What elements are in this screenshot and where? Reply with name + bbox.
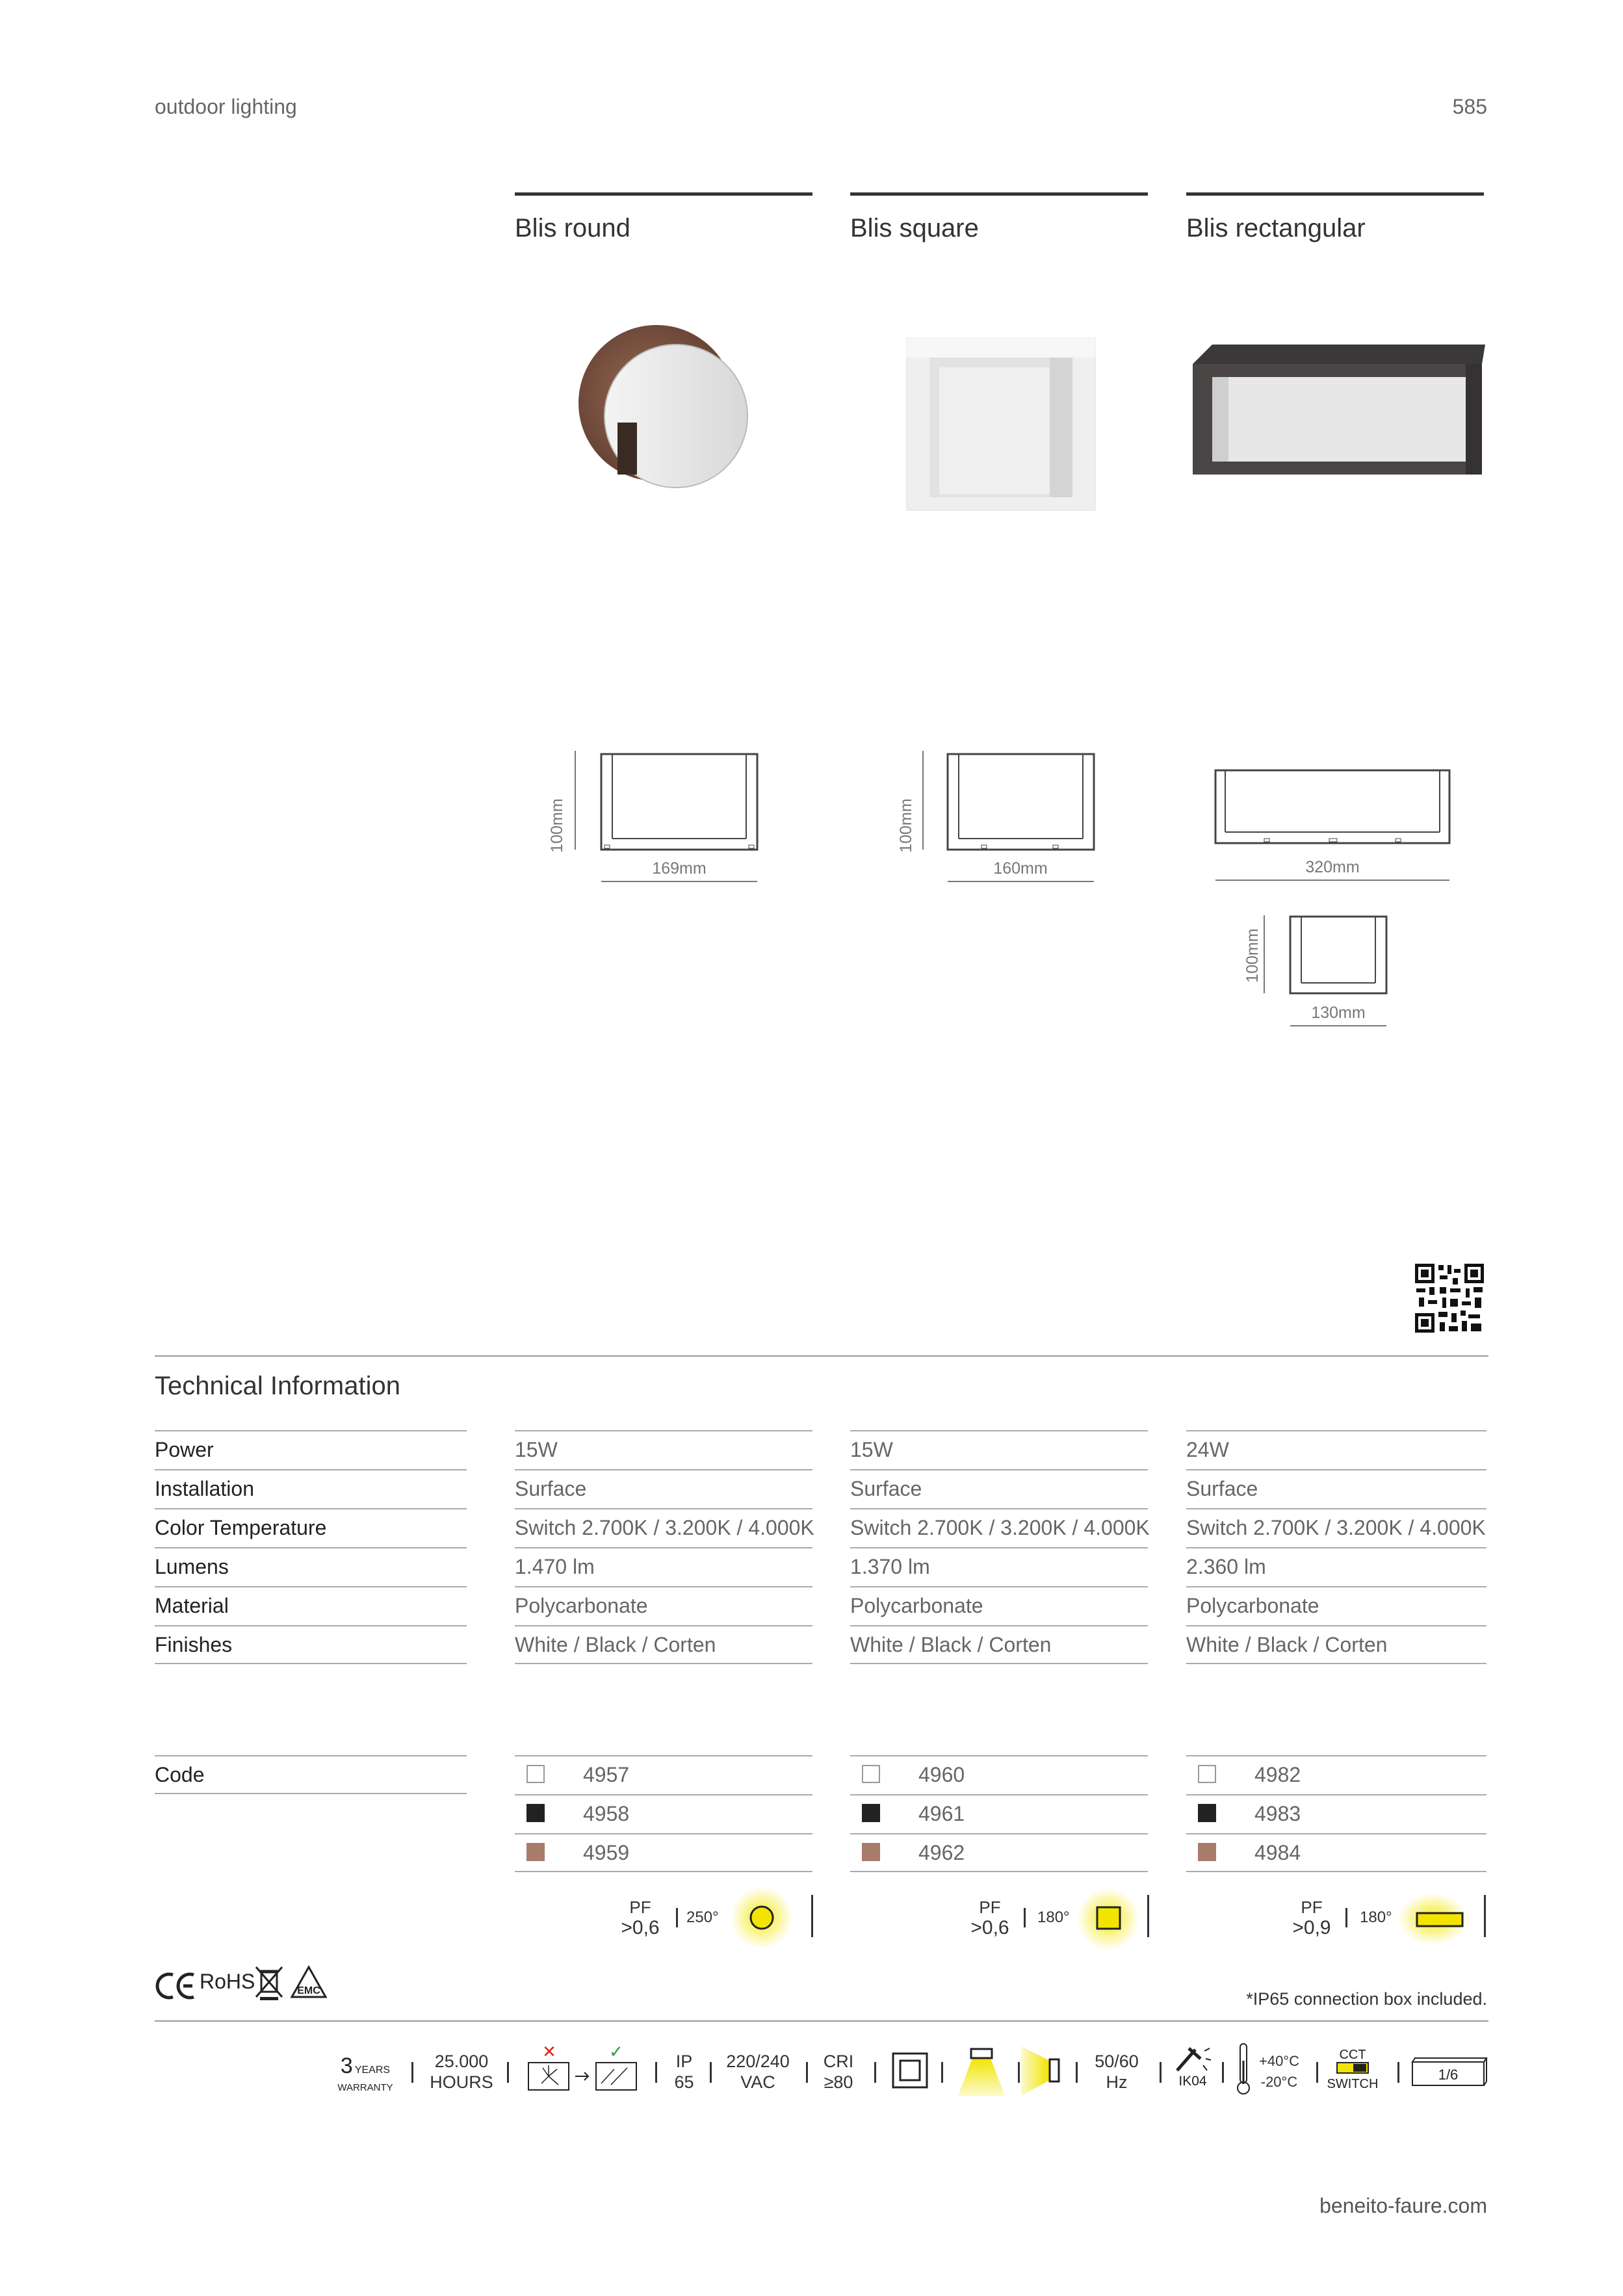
separator: [710, 2062, 712, 2083]
label-installation: Installation: [155, 1469, 467, 1508]
temperature-range: [1253, 2051, 1305, 2093]
separator: [1397, 2062, 1399, 2083]
separator: [1024, 1908, 1026, 1927]
value-finishes: White / Black / Corten: [850, 1625, 1148, 1664]
value-material: Polycarbonate: [1186, 1586, 1487, 1625]
product-box-icon: [1407, 2054, 1488, 2090]
code-number: 4983: [1254, 1802, 1301, 1825]
pf-label: PF: [979, 1898, 1001, 1917]
value-material: Polycarbonate: [515, 1586, 812, 1625]
product-name: Blis square: [850, 214, 979, 242]
ik-rating: IK04: [1178, 2074, 1207, 2089]
code-row-white: [515, 1755, 812, 1794]
rohs-label: RoHS: [200, 1970, 255, 1993]
dim-depth: 130mm: [1311, 1004, 1366, 1022]
temp-max: +40°C: [1258, 2053, 1299, 2069]
separator: [1222, 2062, 1224, 2083]
product-name: Blis rectangular: [1186, 214, 1366, 242]
separator: [1316, 2062, 1318, 2083]
separator: [676, 1908, 678, 1927]
dim-width: 320mm: [1305, 858, 1360, 876]
class-ii-insulation-icon: [890, 2051, 929, 2090]
pf-value: >0,9: [1292, 1917, 1331, 1938]
tech-info-title: Technical Information: [155, 1372, 400, 1400]
code-number: 4984: [1254, 1841, 1301, 1864]
voltage-unit: VAC: [740, 2072, 775, 2092]
weee-bin-icon: [255, 1964, 283, 2001]
product-column-square: [850, 192, 1148, 243]
product-column-rectangular: [1186, 192, 1484, 243]
code-row-corten: [1186, 1833, 1487, 1872]
separator: [874, 2062, 876, 2083]
dimension-drawing-rectangular: [1206, 761, 1466, 884]
frequency-value: 50/60: [1095, 2052, 1139, 2071]
box-fraction: 1/6: [1438, 2067, 1459, 2083]
shatterproof-glass-icon: [523, 2044, 640, 2096]
thermometer-icon: [1234, 2041, 1253, 2096]
dim-width: 160mm: [993, 859, 1048, 878]
warranty-years: 3: [340, 2054, 353, 2078]
hours-value: 25.000: [434, 2052, 489, 2071]
lifetime-hours: [426, 2051, 497, 2093]
value-installation: Surface: [515, 1469, 812, 1508]
label-finishes: Finishes: [155, 1625, 467, 1664]
downlight-beam-icon: [955, 2041, 1007, 2100]
svg-text:✕: ✕: [542, 2044, 556, 2062]
cri-label: CRI: [823, 2052, 854, 2071]
finish-swatch-white: [526, 1765, 545, 1783]
separator: [806, 2062, 808, 2083]
wall-beam-icon: [1017, 2041, 1063, 2100]
ip-rating: [663, 2051, 705, 2093]
rectangular-beam-icon: [1397, 1885, 1469, 1950]
switch-slider-icon: [1336, 2062, 1369, 2074]
label-lumens: Lumens: [155, 1547, 467, 1586]
value-lumens: 1.470 lm: [515, 1547, 812, 1586]
finish-swatch-corten: [1198, 1843, 1216, 1861]
value-lumens: 2.360 lm: [1186, 1547, 1487, 1586]
value-installation: Surface: [1186, 1469, 1487, 1508]
separator: [411, 2062, 413, 2083]
value-power: 24W: [1186, 1430, 1487, 1469]
spec-divider: [155, 2020, 1488, 2022]
finish-swatch-black: [862, 1804, 880, 1822]
beam-angle: 180°: [1037, 1909, 1070, 1926]
finish-swatch-corten: [862, 1843, 880, 1861]
temp-min: -20°C: [1260, 2074, 1298, 2090]
separator: [655, 2062, 657, 2083]
finish-swatch-black: [526, 1804, 545, 1822]
code-number: 4962: [918, 1841, 965, 1864]
cct-switch-icon: [1325, 2048, 1381, 2091]
cri-rating: [816, 2051, 861, 2093]
finish-swatch-black: [1198, 1804, 1216, 1822]
value-color-temperature: Switch 2.700K / 3.200K / 4.000K: [515, 1508, 812, 1547]
label-color-temperature: Color Temperature: [155, 1508, 467, 1547]
warranty-icon: [333, 2054, 398, 2094]
value-material: Polycarbonate: [850, 1586, 1148, 1625]
blis-square-image: [900, 332, 1102, 514]
dim-height: 100mm: [1243, 928, 1262, 983]
separator: [1484, 1895, 1486, 1937]
label-power: Power: [155, 1430, 467, 1469]
beam-angle: 180°: [1360, 1909, 1392, 1926]
value-color-temperature: Switch 2.700K / 3.200K / 4.000K: [850, 1508, 1148, 1547]
separator: [811, 1895, 813, 1937]
website-link[interactable]: beneito-faure.com: [1319, 2194, 1487, 2217]
code-row-white: [1186, 1755, 1487, 1794]
value-finishes: White / Black / Corten: [515, 1625, 812, 1664]
separator: [941, 2062, 943, 2083]
pf-label: PF: [1301, 1898, 1323, 1917]
ce-mark-icon: [155, 1970, 200, 2002]
cct-switch-label: SWITCH: [1327, 2077, 1379, 2091]
product-name: Blis round: [515, 214, 630, 242]
code-number: 4960: [918, 1763, 965, 1786]
pf-value: >0,6: [621, 1917, 660, 1938]
finish-swatch-white: [862, 1765, 880, 1783]
label-code: Code: [155, 1755, 467, 1794]
code-row-black: [850, 1794, 1148, 1833]
value-power: 15W: [850, 1430, 1148, 1469]
hours-label: HOURS: [430, 2072, 493, 2092]
label-material: Material: [155, 1586, 467, 1625]
dim-height: 100mm: [548, 798, 566, 853]
round-beam-icon: [728, 1885, 793, 1950]
value-finishes: White / Black / Corten: [1186, 1625, 1487, 1664]
dimension-drawing-rectangular-side: [1238, 910, 1407, 1034]
emc-triangle-icon: [289, 1964, 328, 2001]
code-row-corten: [515, 1833, 812, 1872]
dim-width: 169mm: [652, 859, 707, 878]
connection-box-note: *IP65 connection box included.: [1246, 1989, 1487, 2009]
impact-hammer-icon: [1173, 2044, 1212, 2074]
dim-height: 100mm: [897, 798, 915, 853]
separator: [1147, 1895, 1149, 1937]
frequency: [1084, 2051, 1149, 2093]
voltage-value: 220/240: [726, 2052, 790, 2071]
page-number: 585: [1452, 95, 1487, 118]
separator: [1160, 2062, 1162, 2083]
ip-label: IP: [675, 2052, 693, 2071]
code-number: 4959: [583, 1841, 630, 1864]
svg-text:✓: ✓: [609, 2044, 623, 2062]
warranty-unit: YEARS: [354, 2065, 391, 2076]
code-row-black: [515, 1794, 812, 1833]
dimension-drawing-round: [539, 735, 786, 884]
finish-swatch-corten: [526, 1843, 545, 1861]
code-row-white: [850, 1755, 1148, 1794]
separator: [1345, 1908, 1347, 1927]
finish-swatch-white: [1198, 1765, 1216, 1783]
emc-label: EMC: [297, 1985, 320, 1996]
code-row-black: [1186, 1794, 1487, 1833]
value-color-temperature: Switch 2.700K / 3.200K / 4.000K: [1186, 1508, 1487, 1547]
separator: [1076, 2062, 1078, 2083]
code-number: 4957: [583, 1763, 630, 1786]
code-number: 4958: [583, 1802, 630, 1825]
code-row-corten: [850, 1833, 1148, 1872]
pf-block: [1286, 1897, 1338, 1938]
blis-round-image: [565, 319, 780, 507]
square-beam-icon: [1076, 1885, 1141, 1950]
cri-value: ≥80: [824, 2072, 853, 2092]
code-number: 4982: [1254, 1763, 1301, 1786]
warranty-label: WARRANTY: [337, 2082, 393, 2093]
section-title: outdoor lighting: [155, 95, 297, 118]
frequency-unit: Hz: [1106, 2072, 1128, 2092]
value-installation: Surface: [850, 1469, 1148, 1508]
value-lumens: 1.370 lm: [850, 1547, 1148, 1586]
beam-angle: 250°: [686, 1909, 719, 1926]
code-number: 4961: [918, 1802, 965, 1825]
pf-value: >0,6: [970, 1917, 1009, 1938]
ip-value: 65: [674, 2072, 694, 2092]
pf-block: [614, 1897, 666, 1938]
dimension-drawing-square: [884, 735, 1131, 884]
voltage: [719, 2051, 797, 2093]
cct-label: CCT: [1339, 2048, 1366, 2062]
pf-label: PF: [629, 1898, 651, 1917]
product-column-round: [515, 192, 812, 243]
qr-code[interactable]: [1414, 1262, 1485, 1334]
pf-block: [964, 1897, 1016, 1938]
blis-rectangular-image: [1186, 338, 1492, 488]
value-power: 15W: [515, 1430, 812, 1469]
section-divider: [155, 1355, 1488, 1357]
separator: [507, 2062, 509, 2083]
